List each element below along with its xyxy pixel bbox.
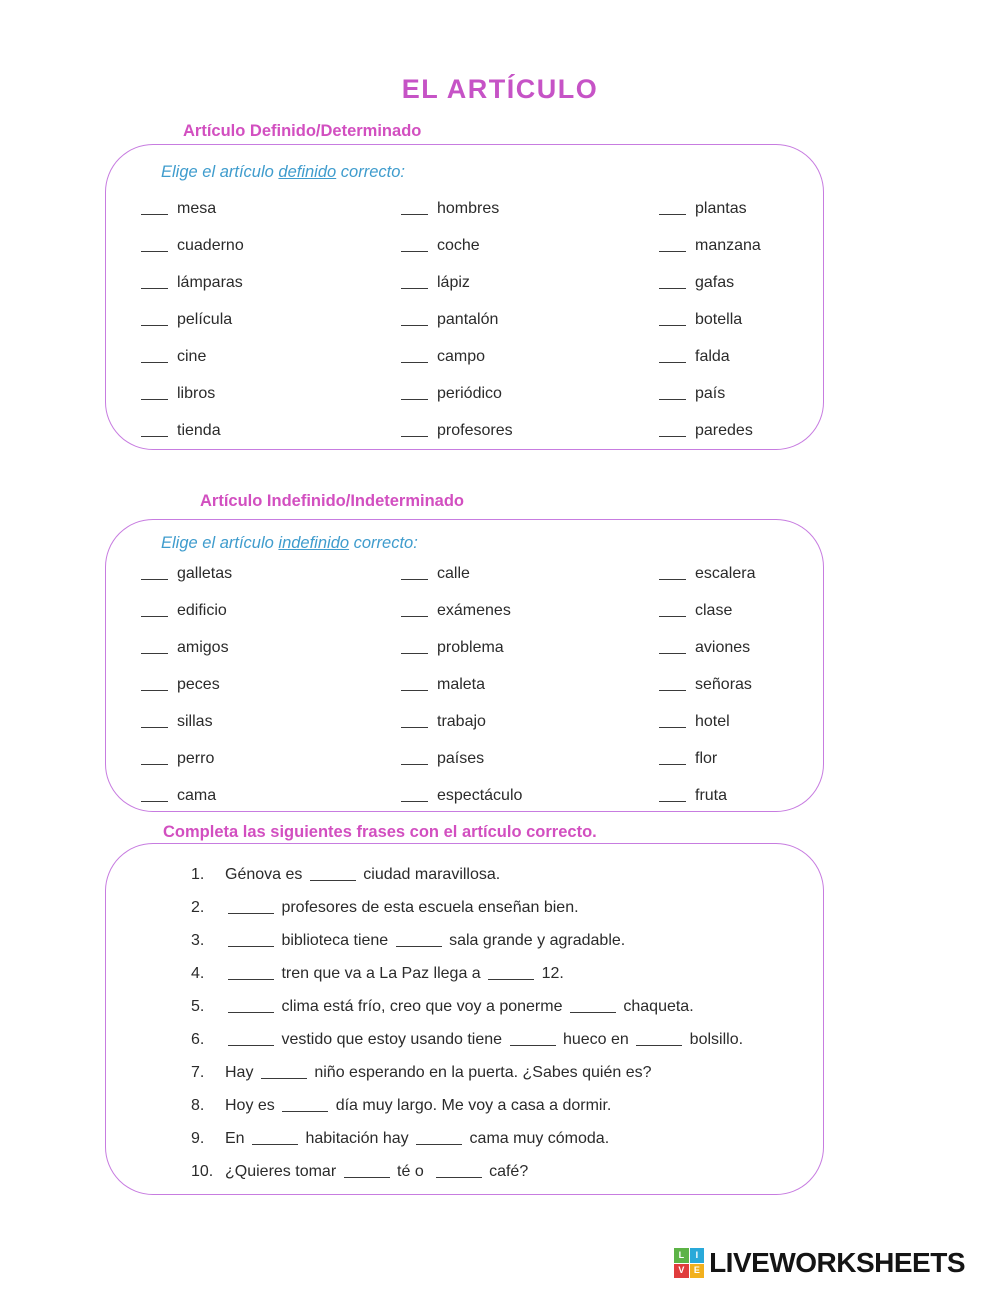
word-label: sillas — [177, 712, 213, 730]
sentence-text: biblioteca tiene — [277, 931, 393, 949]
sentence-answer-blank[interactable] — [282, 1099, 328, 1112]
sentence-text: Hay — [225, 1063, 258, 1081]
word-label: falda — [695, 347, 730, 365]
sentence-item — [191, 1089, 799, 1122]
word-item — [659, 190, 823, 227]
word-item — [659, 592, 823, 629]
sentence-text: Hoy es — [225, 1096, 280, 1114]
word-item — [401, 412, 659, 449]
word-item — [401, 301, 659, 338]
sentence-body — [225, 1097, 611, 1115]
word-item — [659, 666, 823, 703]
word-label: galletas — [177, 564, 233, 582]
word-item — [401, 777, 659, 814]
word-item — [141, 375, 401, 412]
article-answer-blank[interactable] — [659, 313, 686, 326]
article-answer-blank[interactable] — [659, 641, 686, 654]
word-label: países — [437, 749, 485, 767]
liveworksheets-logo-icon — [674, 1248, 704, 1278]
word-item — [401, 666, 659, 703]
word-item — [659, 777, 823, 814]
article-answer-blank[interactable] — [141, 678, 168, 691]
sentence-text: ¿Quieres tomar — [225, 1162, 341, 1180]
instruction-text: Elige el artículo — [161, 163, 279, 181]
word-label: lápiz — [437, 273, 470, 291]
word-item — [401, 190, 659, 227]
instruction-underlined-word: definido — [278, 163, 337, 181]
article-answer-blank[interactable] — [141, 313, 168, 326]
word-label: flor — [695, 749, 718, 767]
word-label: lámparas — [177, 273, 243, 291]
definido-box — [105, 144, 824, 450]
sentence-text: Génova es — [225, 865, 307, 883]
word-item — [659, 629, 823, 666]
article-answer-blank[interactable] — [141, 789, 168, 802]
word-item — [401, 592, 659, 629]
sentence-text: ciudad maravillosa. — [358, 865, 501, 883]
word-label: plantas — [695, 199, 747, 217]
section-indefinido-heading: Artículo Indefinido/Indeterminado — [200, 492, 464, 510]
page-title: EL ARTÍCULO — [401, 74, 599, 104]
article-answer-blank[interactable] — [401, 567, 428, 580]
frases-box — [105, 843, 824, 1195]
word-item — [659, 740, 823, 777]
word-label: mesa — [177, 199, 217, 217]
article-answer-blank[interactable] — [401, 424, 428, 437]
sentence-number: 8. — [191, 1096, 205, 1114]
instruction-underlined-word: indefinido — [278, 534, 350, 552]
word-label: hotel — [695, 712, 730, 730]
article-answer-blank[interactable] — [141, 239, 168, 252]
logo-square-l: L — [674, 1248, 689, 1263]
word-label: coche — [437, 236, 480, 254]
article-answer-blank[interactable] — [401, 752, 428, 765]
sentence-text: habitación hay — [301, 1129, 414, 1147]
word-item — [659, 375, 823, 412]
word-label: película — [177, 310, 233, 328]
sentence-answer-blank[interactable] — [261, 1066, 307, 1079]
sentence-text: hueco en — [558, 1030, 634, 1048]
sentence-answer-blank[interactable] — [570, 1000, 616, 1013]
article-answer-blank[interactable] — [659, 752, 686, 765]
sentence-text: cama muy cómoda. — [465, 1129, 610, 1147]
article-answer-blank[interactable] — [141, 641, 168, 654]
sentence-answer-blank[interactable] — [310, 868, 356, 881]
word-item — [141, 555, 401, 592]
sentence-text: clima está frío, creo que voy a ponerme — [277, 997, 567, 1015]
word-label: perro — [177, 749, 215, 767]
word-label: amigos — [177, 638, 229, 656]
liveworksheets-wordmark: LIVEWORKSHEETS — [709, 1247, 965, 1278]
article-answer-blank[interactable] — [141, 276, 168, 289]
word-item — [401, 629, 659, 666]
word-label: cuaderno — [177, 236, 244, 254]
article-answer-blank[interactable] — [401, 350, 428, 363]
word-label: escalera — [695, 564, 756, 582]
section-definido-heading: Artículo Definido/Determinado — [183, 122, 422, 140]
word-item — [401, 375, 659, 412]
sentence-body — [225, 1064, 651, 1082]
sentence-answer-blank[interactable] — [510, 1033, 556, 1046]
article-answer-blank[interactable] — [659, 715, 686, 728]
sentence-item — [191, 1122, 799, 1155]
sentence-text: chaqueta. — [618, 997, 694, 1015]
section-frases-heading: Completa las siguientes frases con el artículo correcto. — [163, 823, 597, 841]
word-item — [141, 666, 401, 703]
sentence-number: 10. — [191, 1162, 214, 1180]
sentence-item — [191, 1056, 799, 1089]
sentence-number: 5. — [191, 997, 205, 1015]
article-answer-blank[interactable] — [659, 387, 686, 400]
word-item — [401, 740, 659, 777]
article-answer-blank[interactable] — [659, 789, 686, 802]
word-label: tienda — [177, 421, 221, 439]
word-label: pantalón — [437, 310, 499, 328]
sentence-answer-blank[interactable] — [228, 934, 274, 947]
sentence-number: 7. — [191, 1063, 205, 1081]
indefinido-instruction — [106, 520, 823, 553]
word-label: peces — [177, 675, 220, 693]
definido-instruction — [106, 145, 823, 182]
article-answer-blank[interactable] — [141, 567, 168, 580]
sentence-text: sala grande y agradable. — [444, 931, 626, 949]
word-label: paredes — [695, 421, 753, 439]
article-answer-blank[interactable] — [141, 604, 168, 617]
article-answer-blank[interactable] — [659, 350, 686, 363]
article-answer-blank[interactable] — [141, 202, 168, 215]
word-label: manzana — [695, 236, 761, 254]
word-item — [659, 412, 823, 449]
article-answer-blank[interactable] — [659, 239, 686, 252]
instruction-text: correcto: — [336, 163, 405, 181]
sentence-body — [225, 1031, 743, 1049]
sentence-answer-blank[interactable] — [396, 934, 442, 947]
article-answer-blank[interactable] — [141, 350, 168, 363]
word-label: libros — [177, 384, 216, 402]
sentence-text: niño esperando en la puerta. ¿Sabes quién es? — [309, 1063, 652, 1081]
sentence-text: 12. — [537, 964, 564, 982]
sentence-text: profesores de esta escuela enseñan bien. — [277, 898, 579, 916]
sentence-item — [191, 1023, 799, 1056]
instruction-text: correcto: — [349, 534, 418, 552]
sentence-body — [225, 965, 564, 983]
indefinido-word-grid — [106, 555, 823, 814]
sentence-answer-blank[interactable] — [436, 1165, 482, 1178]
word-item — [401, 703, 659, 740]
logo-square-e: E — [690, 1264, 705, 1279]
word-label: trabajo — [437, 712, 486, 730]
word-label: fruta — [695, 786, 728, 804]
sentence-item — [191, 891, 799, 924]
word-item — [141, 301, 401, 338]
sentence-body — [225, 866, 500, 884]
sentence-answer-blank[interactable] — [344, 1165, 390, 1178]
sentence-number: 9. — [191, 1129, 205, 1147]
word-item — [659, 301, 823, 338]
sentence-item — [191, 957, 799, 990]
sentence-text: café? — [484, 1162, 529, 1180]
word-label: exámenes — [437, 601, 511, 619]
article-answer-blank[interactable] — [401, 239, 428, 252]
sentence-number: 4. — [191, 964, 205, 982]
word-label: espectáculo — [437, 786, 523, 804]
sentence-number: 2. — [191, 898, 205, 916]
article-answer-blank[interactable] — [401, 313, 428, 326]
word-item — [659, 338, 823, 375]
sentence-answer-blank[interactable] — [228, 1000, 274, 1013]
sentence-text: vestido que estoy usando tiene — [277, 1030, 507, 1048]
sentence-answer-blank[interactable] — [416, 1132, 462, 1145]
article-answer-blank[interactable] — [141, 424, 168, 437]
sentence-number: 3. — [191, 931, 205, 949]
word-item — [401, 338, 659, 375]
word-label: aviones — [695, 638, 751, 656]
sentence-item — [191, 858, 799, 891]
sentence-item — [191, 1155, 799, 1188]
word-item — [141, 264, 401, 301]
word-item — [401, 227, 659, 264]
sentence-text: bolsillo. — [685, 1030, 744, 1048]
article-answer-blank[interactable] — [401, 641, 428, 654]
sentence-item — [191, 924, 799, 957]
sentence-body — [225, 932, 625, 950]
word-label: cine — [177, 347, 207, 365]
sentence-body — [225, 1163, 528, 1181]
word-label: profesores — [437, 421, 513, 439]
word-item — [141, 338, 401, 375]
word-item — [659, 227, 823, 264]
word-item — [141, 412, 401, 449]
sentence-text: tren que va a La Paz llega a — [277, 964, 486, 982]
word-label: botella — [695, 310, 743, 328]
word-item — [141, 740, 401, 777]
word-label: gafas — [695, 273, 735, 291]
article-answer-blank[interactable] — [659, 202, 686, 215]
sentence-text: día muy largo. Me voy a casa a dormir. — [331, 1096, 612, 1114]
article-answer-blank[interactable] — [141, 387, 168, 400]
definido-word-grid — [106, 190, 823, 449]
liveworksheets-logo[interactable] — [674, 1247, 965, 1279]
word-label: campo — [437, 347, 486, 365]
word-item — [401, 264, 659, 301]
indefinido-box — [105, 519, 824, 812]
word-item — [141, 190, 401, 227]
article-answer-blank[interactable] — [141, 752, 168, 765]
word-label: periódico — [437, 384, 502, 402]
sentence-answer-blank[interactable] — [228, 1033, 274, 1046]
sentence-list — [106, 844, 823, 1188]
word-label: edificio — [177, 601, 227, 619]
article-answer-blank[interactable] — [659, 604, 686, 617]
article-answer-blank[interactable] — [401, 387, 428, 400]
instruction-text: Elige el artículo — [161, 534, 279, 552]
sentence-number: 6. — [191, 1030, 205, 1048]
word-item — [141, 592, 401, 629]
article-answer-blank[interactable] — [401, 789, 428, 802]
word-item — [659, 264, 823, 301]
article-answer-blank[interactable] — [659, 567, 686, 580]
word-label: clase — [695, 601, 733, 619]
article-answer-blank[interactable] — [659, 276, 686, 289]
word-item — [659, 703, 823, 740]
sentence-answer-blank[interactable] — [488, 967, 534, 980]
logo-square-v: V — [674, 1264, 689, 1279]
word-item — [141, 777, 401, 814]
sentence-answer-blank[interactable] — [636, 1033, 682, 1046]
article-answer-blank[interactable] — [401, 202, 428, 215]
sentence-text: En — [225, 1129, 250, 1147]
word-item — [401, 555, 659, 592]
sentence-body — [225, 1130, 609, 1148]
word-label: maleta — [437, 675, 486, 693]
article-answer-blank[interactable] — [401, 604, 428, 617]
logo-square-i: I — [690, 1248, 705, 1263]
word-label: calle — [437, 564, 470, 582]
word-label: hombres — [437, 199, 500, 217]
sentence-item — [191, 990, 799, 1023]
sentence-body — [225, 899, 579, 917]
sentence-answer-blank[interactable] — [252, 1132, 298, 1145]
word-item — [659, 555, 823, 592]
word-item — [141, 227, 401, 264]
word-label: cama — [177, 786, 217, 804]
sentence-body — [225, 998, 694, 1016]
sentence-number: 1. — [191, 865, 205, 883]
word-label: país — [695, 384, 726, 402]
article-answer-blank[interactable] — [401, 276, 428, 289]
article-answer-blank[interactable] — [401, 715, 428, 728]
article-answer-blank[interactable] — [659, 678, 686, 691]
article-answer-blank[interactable] — [141, 715, 168, 728]
word-label: problema — [437, 638, 504, 656]
sentence-answer-blank[interactable] — [228, 967, 274, 980]
word-item — [141, 703, 401, 740]
article-answer-blank[interactable] — [401, 678, 428, 691]
sentence-answer-blank[interactable] — [228, 901, 274, 914]
word-item — [141, 629, 401, 666]
word-label: señoras — [695, 675, 752, 693]
sentence-text: té o — [392, 1162, 433, 1180]
article-answer-blank[interactable] — [659, 424, 686, 437]
